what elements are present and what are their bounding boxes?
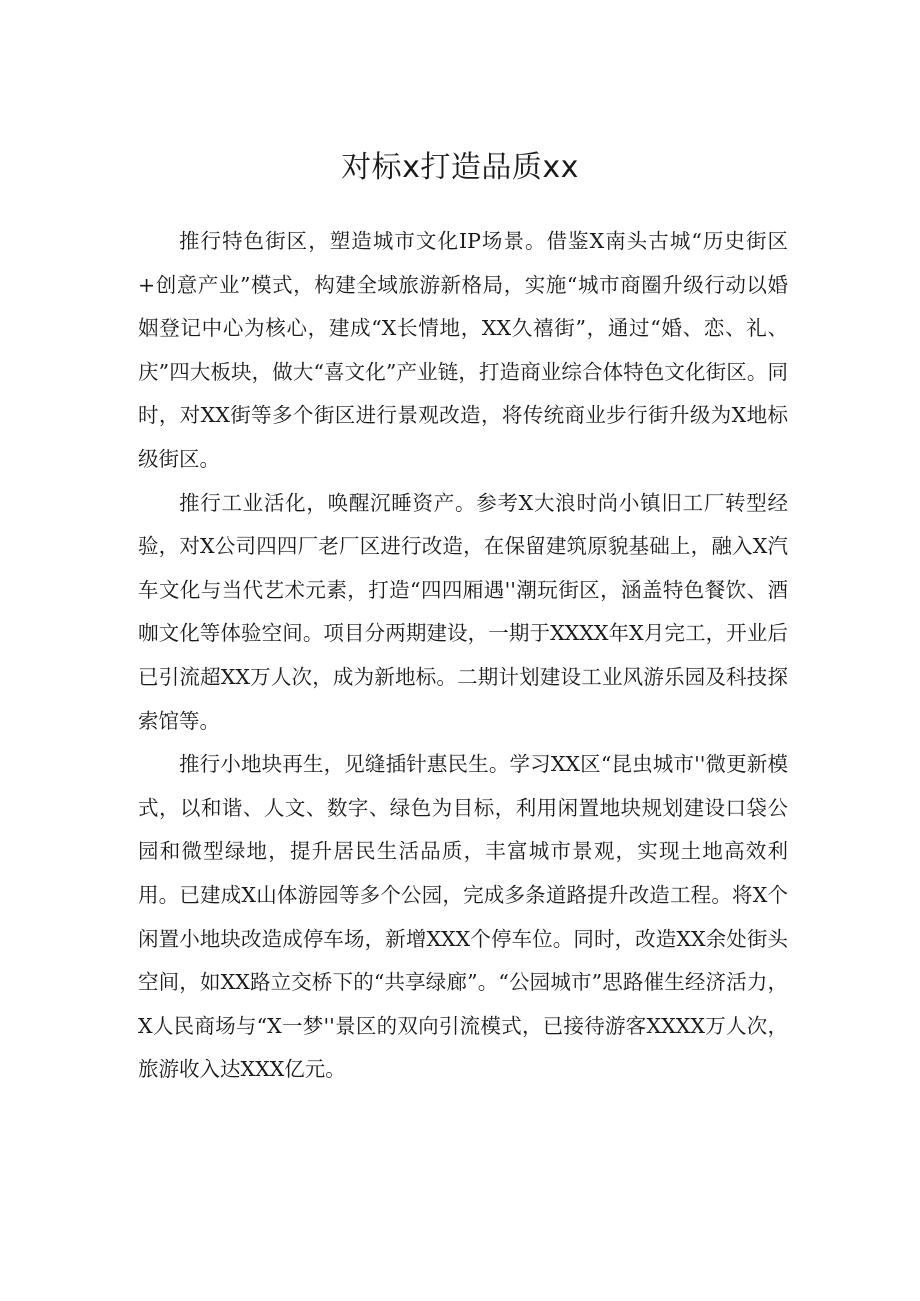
document-body (138, 220, 788, 1092)
paragraph-industrial-revitalization: 推行工业活化，唤醒沉睡资产。参考X大浪时尚小镇旧工厂转型经验，对X公司四四厂老厂区进行改造，在保留建筑原貌基础上，融入X汽车文化与当代艺术元素，打造“四四厢遇''潮玩街区，涵盖特色餐饮、酒咖文化等体验空间。项目分两期建设，一期于XXXX年X月完工，开业后已引流超XX万人次，成为新地标。二期计划建设工业风游乐园及科技探索馆等。 (138, 490, 788, 733)
document-title: 对标x打造品质xx (341, 150, 579, 185)
paragraph-special-streets: 推行特色街区，塑造城市文化IP场景。借鉴X南头古城“历史街区+创意产业”模式，构建全域旅游新格局，实施“城市商圈升级行动以婚姻登记中心为核心，建成“X长情地，XX久禧街”，通过“婚、恋、礼、庆”四大板块，做大“喜文化”产业链，打造商业综合体特色文化街区。同时，对XX街等多个街区进行景观改造，将传统商业步行街升级为X地标级街区。 (138, 229, 788, 471)
paragraph-small-plot-regeneration: 推行小地块再生，见缝插针惠民生。学习XX区“昆虫城市''微更新模式，以和谐、人文、数字、绿色为目标，利用闲置地块规划建设口袋公园和微型绿地，提升居民生活品质，丰富城市景观，实现土地高效利用。已建成X山体游园等多个公园，完成多条道路提升改造工程。将X个闲置小地块改造成停车场，新增XXX个停车位。同时，改造XX余处街头空间，如XX路立交桥下的“共享绿廊”。“公园城市”思路催生经济活力，X人民商场与“X一梦''景区的双向引流模式，已接待游客XXXX万人次，旅游收入达XXX亿元。 (138, 752, 788, 1082)
